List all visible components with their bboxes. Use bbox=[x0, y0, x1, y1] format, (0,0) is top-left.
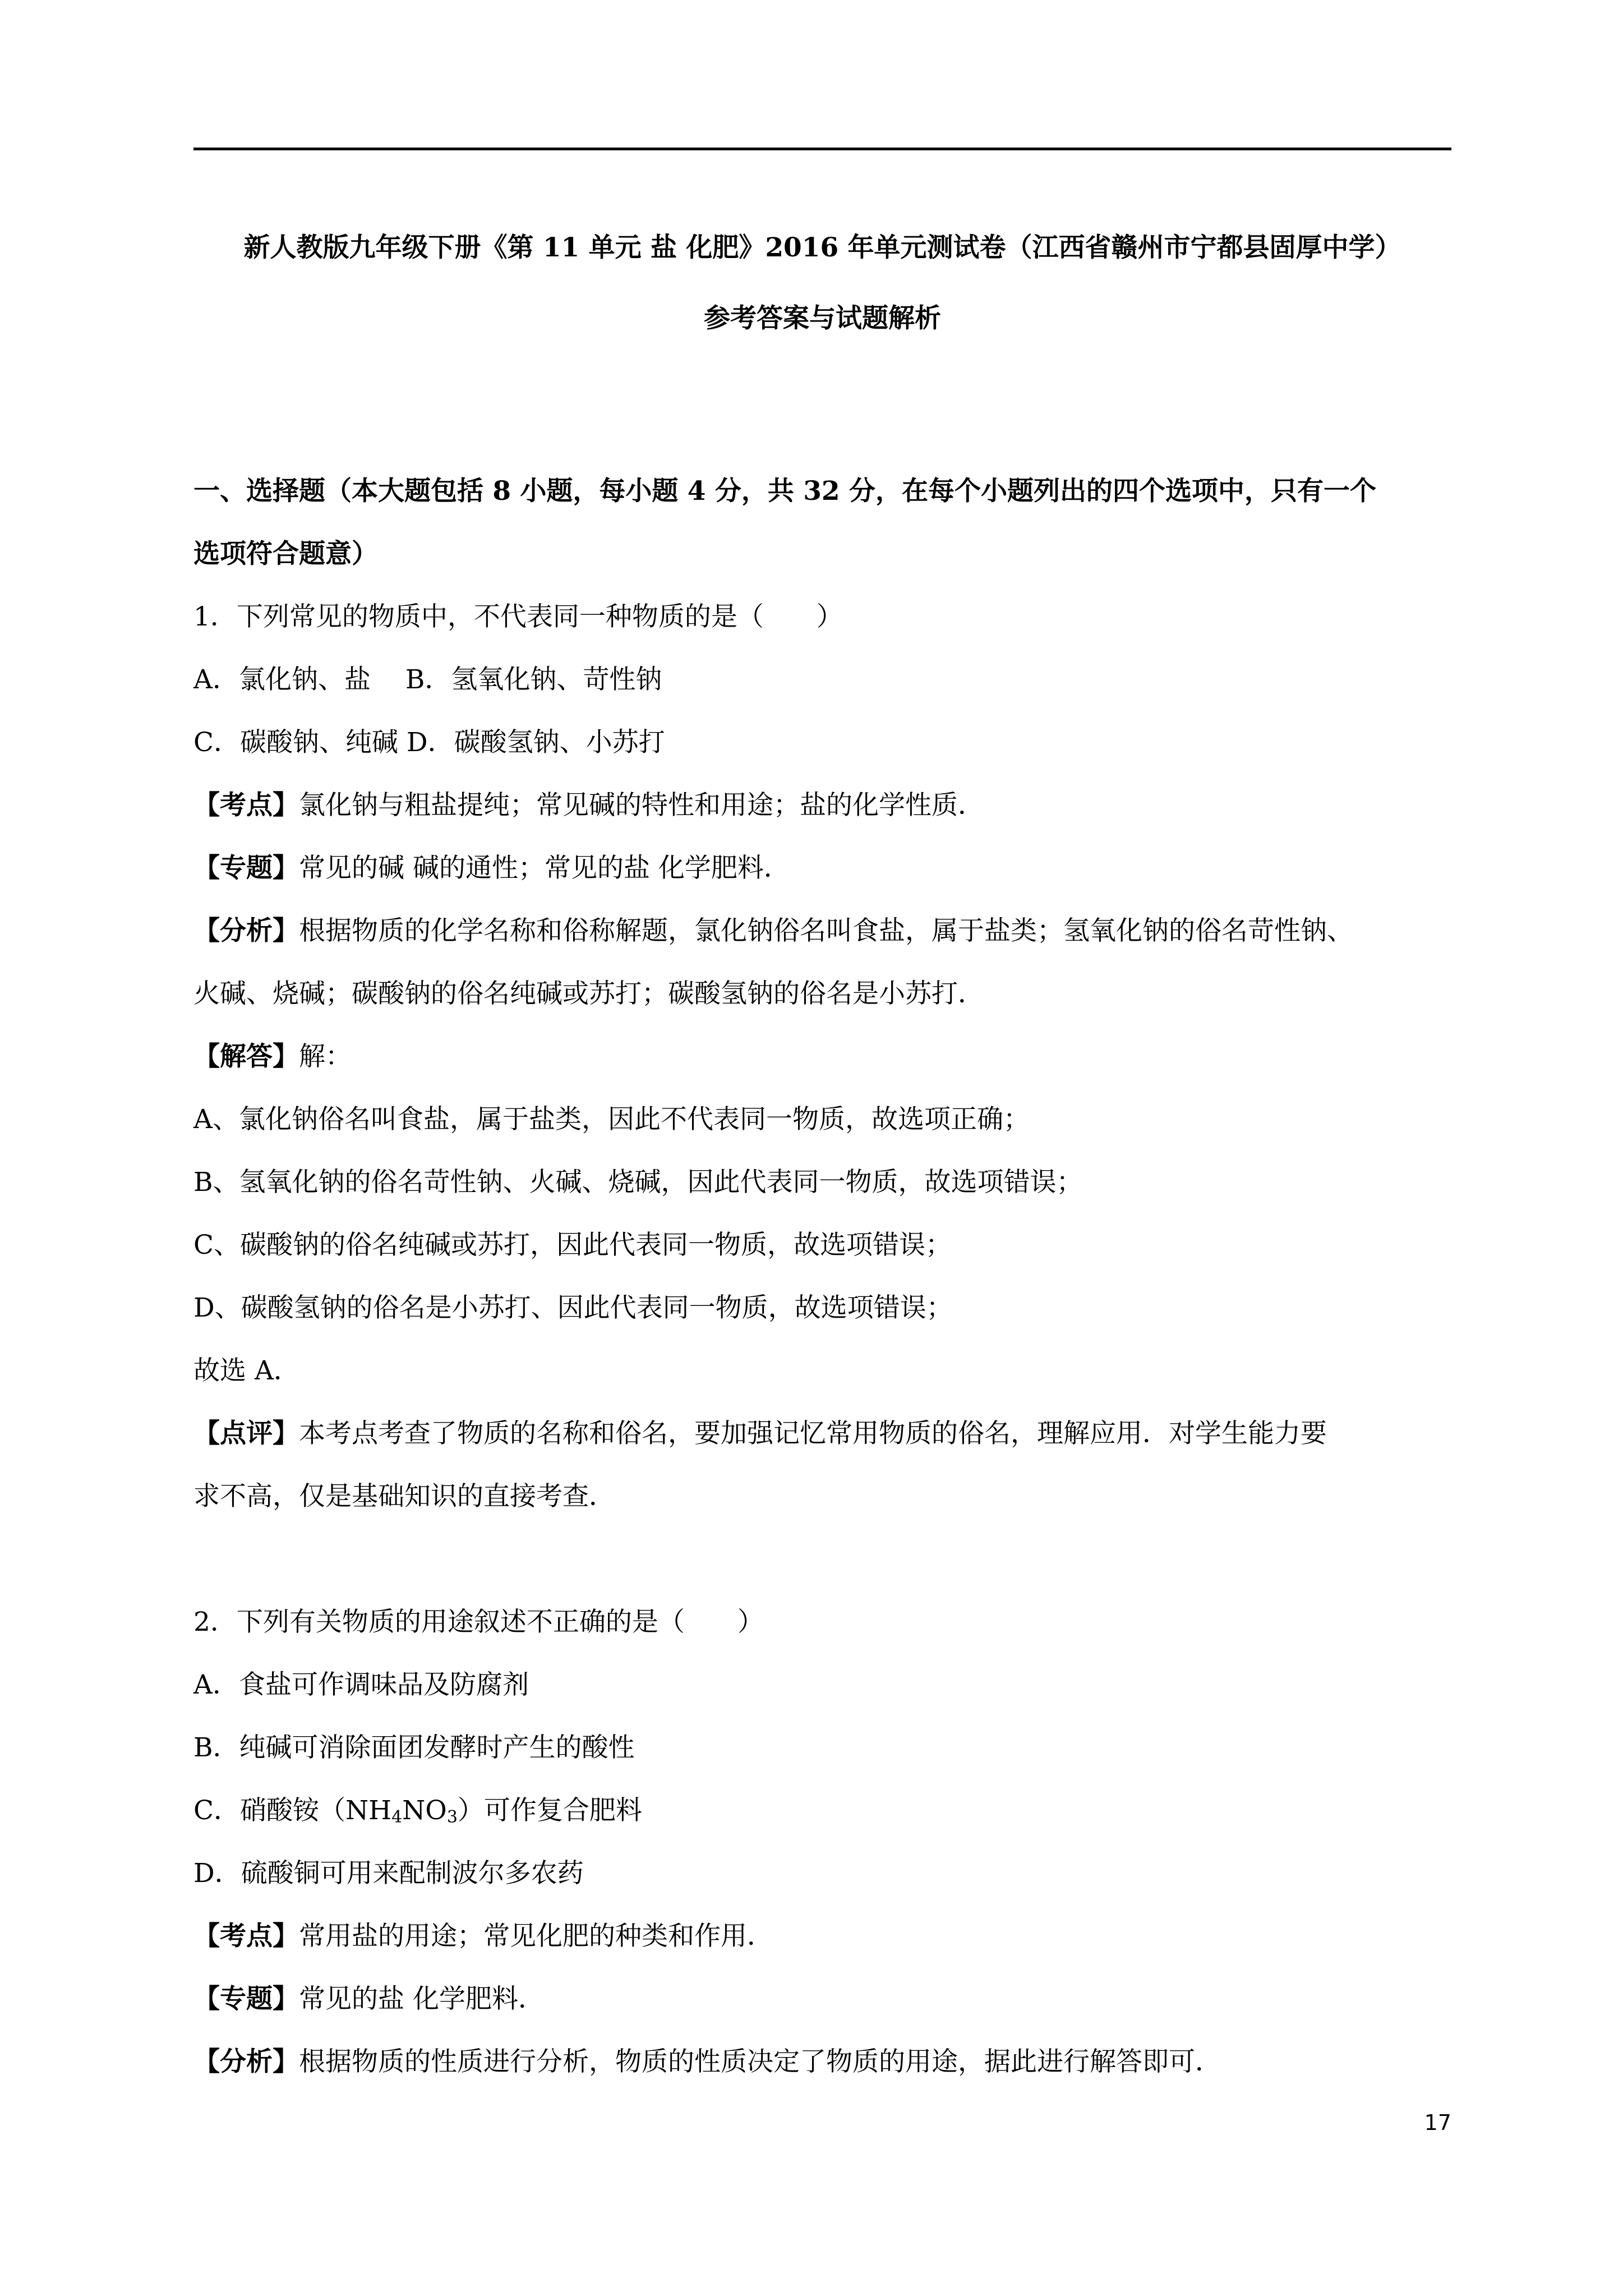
q1-kaodian: 【考点】氯化钠与粗盐提纯；常见碱的特性和用途；盐的化学性质． bbox=[193, 790, 984, 821]
q2-stem: 2．下列有关物质的用途叙述不正确的是（ ） bbox=[193, 1607, 764, 1637]
title-block bbox=[193, 234, 1451, 332]
header-rule bbox=[193, 148, 1451, 150]
question-spacer bbox=[193, 1528, 1451, 1591]
section-heading: 一、选择题（本大题包括 8 小题，每小题 4 分，共 32 分，在每个小题列出的四个选项中，只有一个 选项符合题意） bbox=[193, 476, 1376, 569]
q1-answer-b: B、氢氧化钠的俗名苛性钠、火碱、烧碱，因此代表同一物质，故选项错误； bbox=[193, 1167, 1083, 1198]
document-body bbox=[193, 460, 1451, 2093]
q1-choice: 故选 A． bbox=[193, 1355, 300, 1386]
q1-answer-d: D、碳酸氢钠的俗名是小苏打、因此代表同一物质，故选项错误； bbox=[193, 1292, 953, 1323]
q2-option-d: D．硫酸铜可用来配制波尔多农药 bbox=[193, 1858, 584, 1889]
q1-zhuanti: 【专题】常见的碱 碱的通性；常见的盐 化学肥料． bbox=[193, 853, 790, 884]
q1-answer-c: C、碳酸钠的俗名纯碱或苏打，因此代表同一物质，故选项错误； bbox=[193, 1230, 952, 1260]
q2-kaodian: 【考点】常用盐的用途；常见化肥的种类和作用． bbox=[193, 1921, 773, 1952]
q2-option-c: C．硝酸铵$(NH_4NO_3)$可作复合肥料 bbox=[193, 1795, 642, 1827]
q1-stem: 1．下列常见的物质中，不代表同一种物质的是（ ） bbox=[193, 601, 843, 632]
q1-options-cd: C．碳酸钠、纯碱 D．碳酸氢钠、小苏打 bbox=[193, 727, 665, 758]
document-subtitle: 参考答案与试题解析 bbox=[704, 303, 941, 334]
page-number: 17 bbox=[1424, 2110, 1451, 2135]
q1-answer-a: A、氯化钠俗名叫食盐，属于盐类，因此不代表同一物质，故选项正确； bbox=[193, 1104, 1030, 1135]
document-title: 新人教版九年级下册《第 11 单元 盐 化肥》2016 年单元测试卷（江西省赣州市宁都县固厚中学） bbox=[243, 232, 1401, 263]
q2-option-a: A．食盐可作调味品及防腐剂 bbox=[193, 1669, 529, 1700]
q1-fenxi: 【分析】根据物质的化学名称和俗称解题，氯化钠俗名叫食盐，属于盐类；氢氧化钠的俗名苛性钠、 火碱、烧碱；碳酸钠的俗名纯碱或苏打；碳酸氢钠的俗名是小苏打． bbox=[193, 915, 1353, 1009]
q1-options-ab: A．氯化钠、盐 B．氢氧化钠、苛性钠 bbox=[193, 664, 662, 695]
q2-option-b: B．纯碱可消除面团发酵时产生的酸性 bbox=[193, 1732, 635, 1763]
q1-jieda: 【解答】解： bbox=[193, 1041, 352, 1072]
q2-zhuanti: 【专题】常见的盐 化学肥料． bbox=[193, 1984, 545, 2014]
q1-dianping: 【点评】本考点考查了物质的名称和俗名，要加强记忆常用物质的俗名，理解应用．对学生能力要 求不高，仅是基础知识的直接考查． bbox=[193, 1418, 1327, 1512]
q2-fenxi: 【分析】根据物质的性质进行分析，物质的性质决定了物质的用途，据此进行解答即可． bbox=[193, 2046, 1221, 2077]
